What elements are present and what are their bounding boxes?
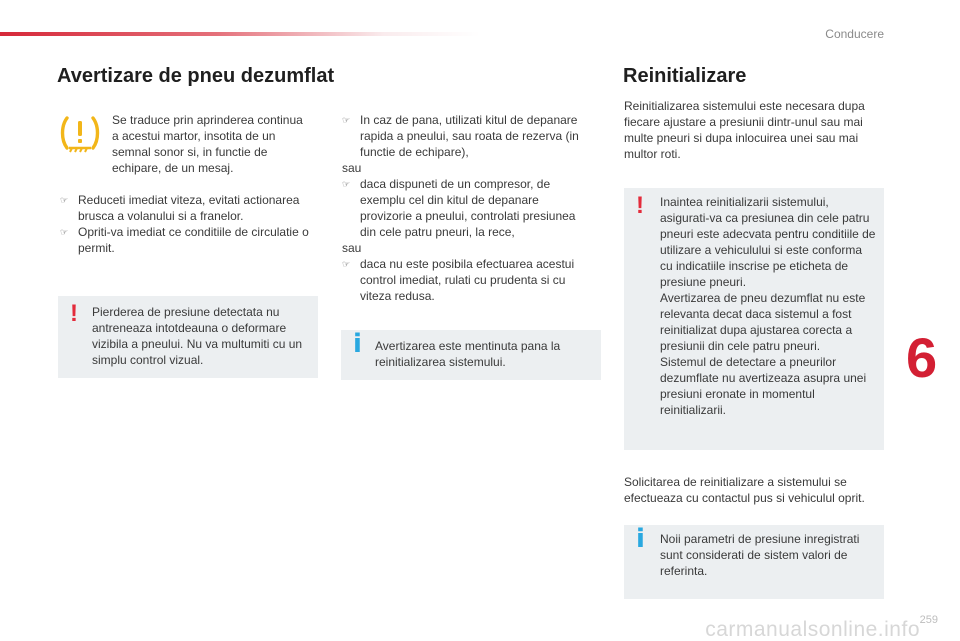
info-box-warning-maintained <box>341 330 601 380</box>
chapter-number: 6 <box>906 326 938 389</box>
info-icon: i <box>353 329 362 359</box>
tyre-pressure-warning-icon <box>60 112 100 156</box>
puncture-instructions <box>342 112 592 304</box>
header-accent-bar <box>0 32 480 36</box>
pointing-hand-icon: ☞ <box>342 115 351 125</box>
pointing-hand-icon: ☞ <box>60 195 69 205</box>
reinitialization-request-text: Solicitarea de reinitializare a sistemului se efectueaza cu contactul pus si vehiculul oprit. <box>624 475 865 505</box>
left-bullet-list <box>60 192 312 256</box>
warning-paragraph: Sistemul de detectare a pneurilor dezumflate nu avertizeaza asupra unei presiuni eronate in momentul reinitializarii. <box>660 355 867 417</box>
info-icon: i <box>636 524 645 554</box>
warning-paragraph: Inaintea reinitializarii sistemului, asigurati-va ca presiunea din cele patru pneuri este adecvata pentru conditiile de utilizare a vehiculului si este conforma cu indicatiile inscrise pe eticheta de presiune pneuri. <box>660 195 876 289</box>
info-box-text: Avertizarea este mentinuta pana la reinitializarea sistemului. <box>375 339 561 369</box>
list-item: ☞ Opriti-va imediat ce conditiile de circulatie o permit. <box>60 225 309 255</box>
warning-box-visual-check <box>58 296 318 378</box>
warning-paragraph: Avertizarea de pneu dezumflat nu este relevanta decat daca sistemul a fost reinitializat dupa ajustarea corecta a presiunii din cele patru pneuri. <box>660 291 866 353</box>
exclamation-icon: ! <box>70 300 78 327</box>
section-title-underinflation: Avertizare de pneu dezumflat <box>57 65 335 87</box>
or-separator: sau <box>342 161 362 175</box>
warning-box-text: Pierderea de presiune detectata nu antreneaza intotdeauna o deformare vizibila a pneului. Nu va multumiti cu un simplu control vizual. <box>92 305 303 367</box>
info-box-text: Noii parametri de presiune inregistrati sunt considerati de sistem valori de referinta. <box>660 532 860 578</box>
warning-box-text <box>660 194 878 418</box>
section-title-reinitialization: Reinitializare <box>623 65 747 87</box>
underinflation-intro: Se traduce prin aprinderea continua a acestui martor, insotita de un semnal sonor si, in functie de echipare, de un mesaj. <box>112 113 303 175</box>
warning-box-before-reinit <box>624 188 884 450</box>
list-item: ☞ Reduceti imediat viteza, evitati actionarea brusca a volanului si a franelor. <box>60 193 300 223</box>
list-item: ☞ daca nu este posibila efectuarea acestui control imediat, rulati cu prudenta si cu viteza redusa. <box>342 257 575 303</box>
list-item: ☞ In caz de pana, utilizati kitul de depanare rapida a pneului, sau roata de rezerva (in functie de echipare), <box>342 113 579 159</box>
list-item: ☞ daca dispuneti de un compresor, de exemplu cel din kitul de depanare provizorie a pneului, controlati presiunea din cele patru pneuri, la rece, <box>342 177 576 239</box>
pointing-hand-icon: ☞ <box>342 259 351 269</box>
page-number: 259 <box>919 614 938 626</box>
watermark: carmanualsonline.info <box>705 618 920 641</box>
pointing-hand-icon: ☞ <box>342 179 351 189</box>
pointing-hand-icon: ☞ <box>60 227 69 237</box>
info-box-new-parameters <box>624 525 884 599</box>
or-separator: sau <box>342 241 362 255</box>
reinitialization-intro: Reinitializarea sistemului este necesara dupa fiecare ajustare a presiunii dintr-unul sau mai multe pneuri si dupa inlocuirea unei sau mai multor roti. <box>624 99 865 161</box>
exclamation-icon: ! <box>636 192 644 219</box>
chapter-title: Conducere <box>825 27 884 41</box>
